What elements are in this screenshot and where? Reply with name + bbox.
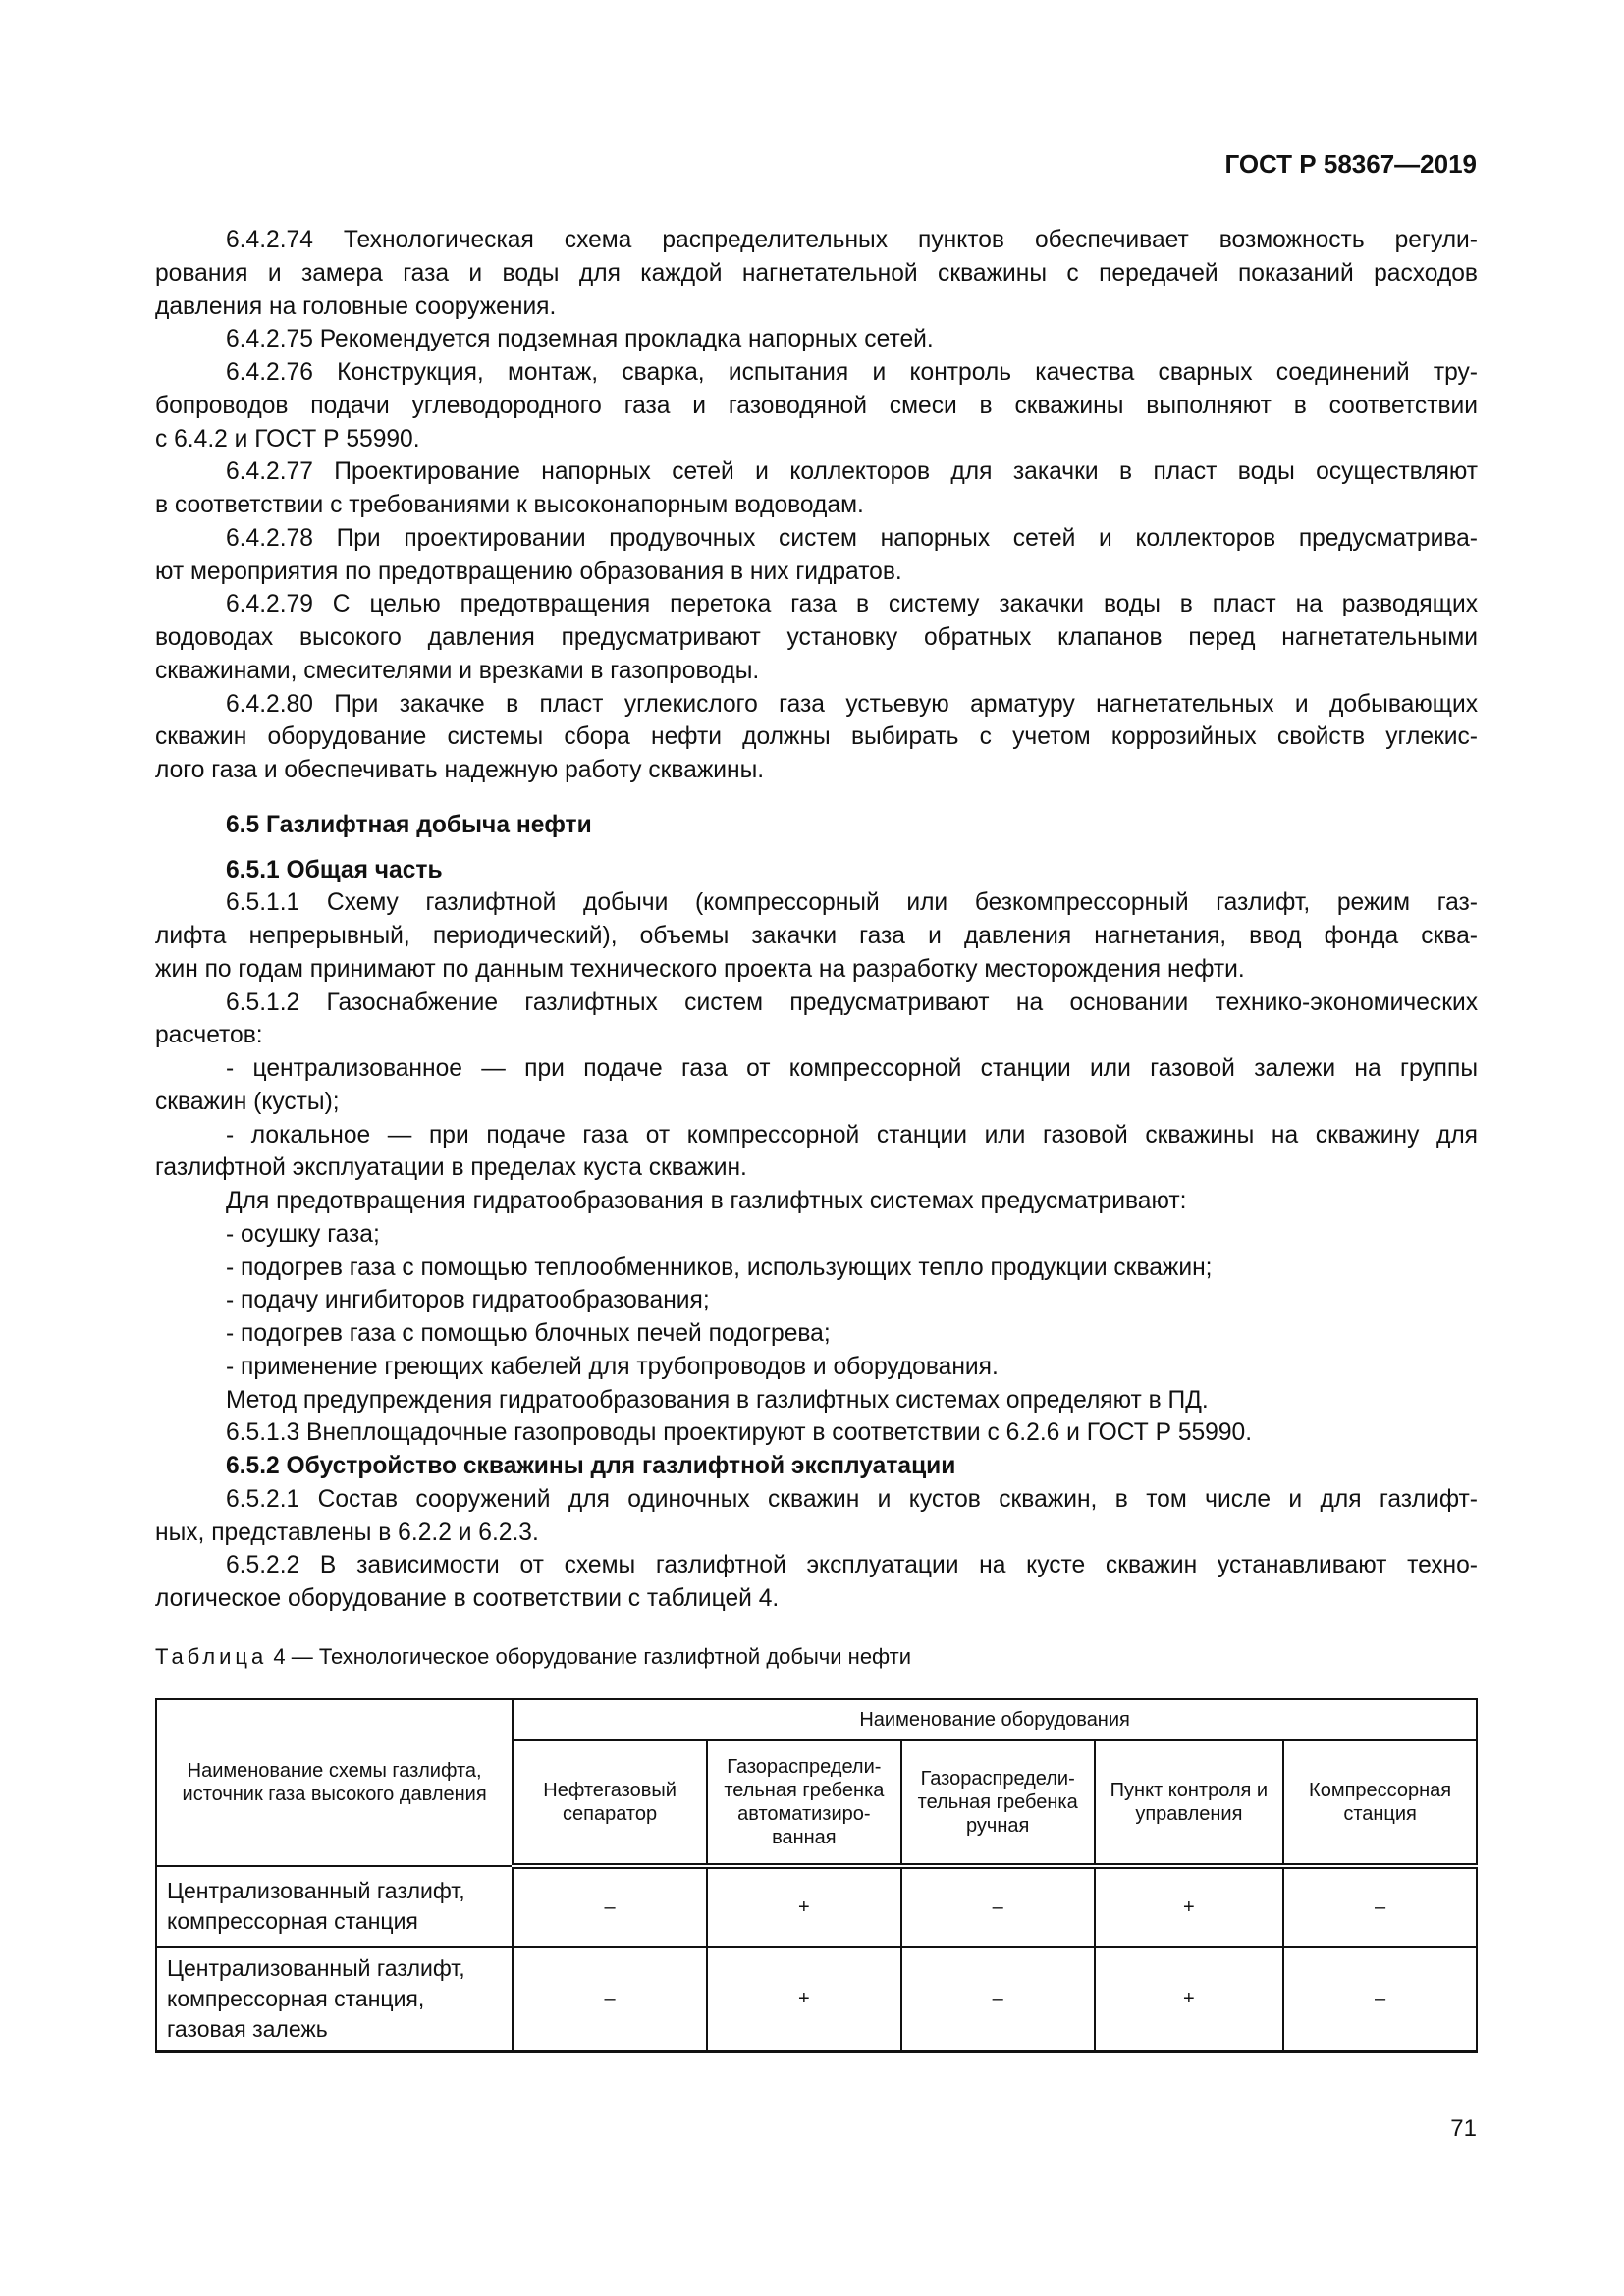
text-line: - подогрев газа с помощью блочных печей подогрева; [226, 1320, 831, 1347]
paragraph [155, 455, 1478, 522]
paragraph [155, 522, 1478, 589]
text-line: логическое оборудование в соответствии с таблицей 4. [155, 1585, 780, 1612]
page-number: 71 [1450, 2115, 1477, 2142]
text-line: газлифтной эксплуатации в пределах куста скважин. [155, 1154, 747, 1182]
paragraph [155, 1252, 1478, 1285]
table-row [156, 1866, 1477, 1947]
text-line: рования и замера газа и воды для каждой нагнетательной скважины с передачей показаний расходов [155, 259, 1478, 287]
row-name: Централизованный газлифт, компрессорная станция, газовая залежь [156, 1947, 513, 2052]
paragraph [155, 356, 1478, 455]
text-line: - применение греющих кабелей для трубопроводов и оборудования. [226, 1353, 999, 1380]
text-line: 6.5.1 Общая часть [226, 856, 443, 883]
document-header: ГОСТ Р 58367—2019 [1224, 149, 1477, 179]
text-line: 6.4.2.76 Конструкция, монтаж, сварка, испытания и контроль качества сварных соединений тру- [226, 359, 1478, 386]
table-cell: + [1095, 1866, 1284, 1947]
paragraph [155, 224, 1478, 323]
paragraph [155, 1416, 1478, 1450]
text-line: Для предотвращения гидратообразования в газлифтных системах предусматривают: [226, 1188, 1187, 1214]
text-line: - подачу ингибиторов гидратообразования; [226, 1287, 710, 1314]
text-line: ных, представлены в 6.2.2 и 6.2.3. [155, 1519, 539, 1546]
paragraph [155, 1218, 1478, 1252]
text-line: в соответствии с требованиями к высоконапорным водоводам. [155, 492, 864, 518]
table-cell: – [901, 1947, 1095, 2052]
text-line: 6.5.2.2 В зависимости от схемы газлифтной эксплуатации на кусте скважин устанавливают техно- [226, 1552, 1478, 1579]
table-header-equipment-group: Наименование оборудования [513, 1699, 1477, 1740]
table-caption-title: 4 — Технологическое оборудование газлифтной добычи нефти [267, 1644, 912, 1669]
table-header-col: Газораспредели-тельная гребенка автоматизиро-ванная [707, 1740, 901, 1866]
text-line: 6.5.2 Обустройство скважины для газлифтной эксплуатации [226, 1453, 956, 1479]
table-row [156, 1947, 1477, 2052]
paragraph [155, 1052, 1478, 1119]
equipment-table [155, 1698, 1478, 2053]
text-line: скважин оборудование системы сбора нефти должны выбирать с учетом коррозийных свойств углекис- [155, 723, 1478, 751]
body-text [155, 224, 1478, 1616]
paragraph [155, 1119, 1478, 1186]
text-line: 6.5.1.3 Внеплощадочные газопроводы проектируют в соответствии с 6.2.6 и ГОСТ Р 55990. [226, 1419, 1253, 1447]
table-header-scheme: Наименование схемы газлифта, источник газа высокого давления [156, 1699, 513, 1866]
paragraph [155, 886, 1478, 986]
text-line: 6.5.1.1 Схему газлифтной добычи (компрессорный или безкомпрессорный газлифт, режим газ- [226, 889, 1478, 917]
table-caption-label: Таблица [155, 1644, 268, 1669]
text-line: - осушку газа; [226, 1220, 380, 1248]
text-line: давления на головные сооружения. [155, 293, 557, 320]
row-name: Централизованный газлифт, компрессорная станция [156, 1866, 513, 1947]
text-line: 6.4.2.80 При закачке в пласт углекислого газа устьевую арматуру нагнетательных и добывающих [226, 690, 1478, 718]
table-cell: + [1095, 1947, 1284, 2052]
table-header-col: Компрессорная станция [1283, 1740, 1477, 1866]
section-heading [155, 854, 1478, 887]
text-line: 6.4.2.78 При проектировании продувочных систем напорных сетей и коллекторов предусматрива- [226, 524, 1478, 552]
text-line: расчетов: [155, 1022, 263, 1049]
paragraph [155, 1284, 1478, 1317]
text-line: бопроводов подачи углеводородного газа и газоводяной смеси в скважины выполняют в соответствии [155, 392, 1478, 419]
text-line: водоводах высокого давления предусматривают установку обратных клапанов перед нагнетательными [155, 624, 1478, 651]
paragraph [155, 987, 1478, 1053]
text-line: скважинами, смесителями и врезками в газопроводы. [155, 657, 760, 684]
text-line: - централизованное — при подаче газа от компрессорной станции или газовой залежи на группы [226, 1055, 1478, 1082]
text-line: лифта непрерывный, периодический), объемы закачки газа и давления нагнетания, ввод фонда сква- [155, 923, 1478, 949]
table-cell: + [707, 1947, 901, 2052]
section-heading [155, 809, 1478, 842]
table-header-col: Газораспредели-тельная гребенка ручная [901, 1740, 1095, 1866]
text-line: 6.4.2.74 Технологическая схема распределительных пунктов обеспечивает возможность регули- [226, 227, 1478, 253]
table-cell: – [1283, 1947, 1477, 2052]
text-line: ют мероприятия по предотвращению образования в них гидратов. [155, 558, 902, 585]
paragraph [155, 1549, 1478, 1616]
section-heading [155, 1450, 1478, 1483]
table-caption [155, 1644, 911, 1670]
paragraph [155, 1351, 1478, 1384]
text-line: 6.4.2.75 Рекомендуется подземная прокладка напорных сетей. [226, 326, 934, 353]
paragraph [155, 588, 1478, 687]
text-line: скважин (кусты); [155, 1088, 340, 1115]
text-line: - локальное — при подаче газа от компрессорной станции или газовой скважины на скважину для [226, 1121, 1478, 1148]
paragraph [155, 1317, 1478, 1351]
text-line: лого газа и обеспечивать надежную работу скважины. [155, 757, 765, 783]
text-line: жин по годам принимают по данным технического проекта на разработку месторождения нефти. [155, 955, 1245, 983]
table-cell: – [1283, 1866, 1477, 1947]
text-line: с 6.4.2 и ГОСТ Р 55990. [155, 425, 420, 453]
text-line: 6.5 Газлифтная добыча нефти [226, 811, 592, 838]
table-cell: – [513, 1947, 707, 2052]
paragraph [155, 1185, 1478, 1218]
table-cell: – [513, 1866, 707, 1947]
text-line: 6.4.2.77 Проектирование напорных сетей и коллекторов для закачки в пласт воды осуществляют [226, 458, 1478, 486]
paragraph [155, 1384, 1478, 1417]
paragraph [155, 323, 1478, 356]
table-cell: + [707, 1866, 901, 1947]
paragraph [155, 1483, 1478, 1550]
paragraph [155, 688, 1478, 787]
text-line: 6.4.2.79 С целью предотвращения перетока газа в систему закачки воды в пласт на разводящих [226, 591, 1478, 618]
table-cell: – [901, 1866, 1095, 1947]
text-line: Метод предупреждения гидратообразования в газлифтных системах определяют в ПД. [226, 1386, 1209, 1414]
table-header-col: Пункт контроля и управления [1095, 1740, 1284, 1866]
text-line: - подогрев газа с помощью теплообменников, использующих тепло продукции скважин; [226, 1254, 1213, 1281]
table-header-col: Нефтегазовый сепаратор [513, 1740, 707, 1866]
text-line: 6.5.2.1 Состав сооружений для одиночных скважин и кустов скважин, в том числе и для газлифт- [226, 1485, 1478, 1513]
text-line: 6.5.1.2 Газоснабжение газлифтных систем предусматривают на основании технико-экономических [226, 988, 1478, 1016]
